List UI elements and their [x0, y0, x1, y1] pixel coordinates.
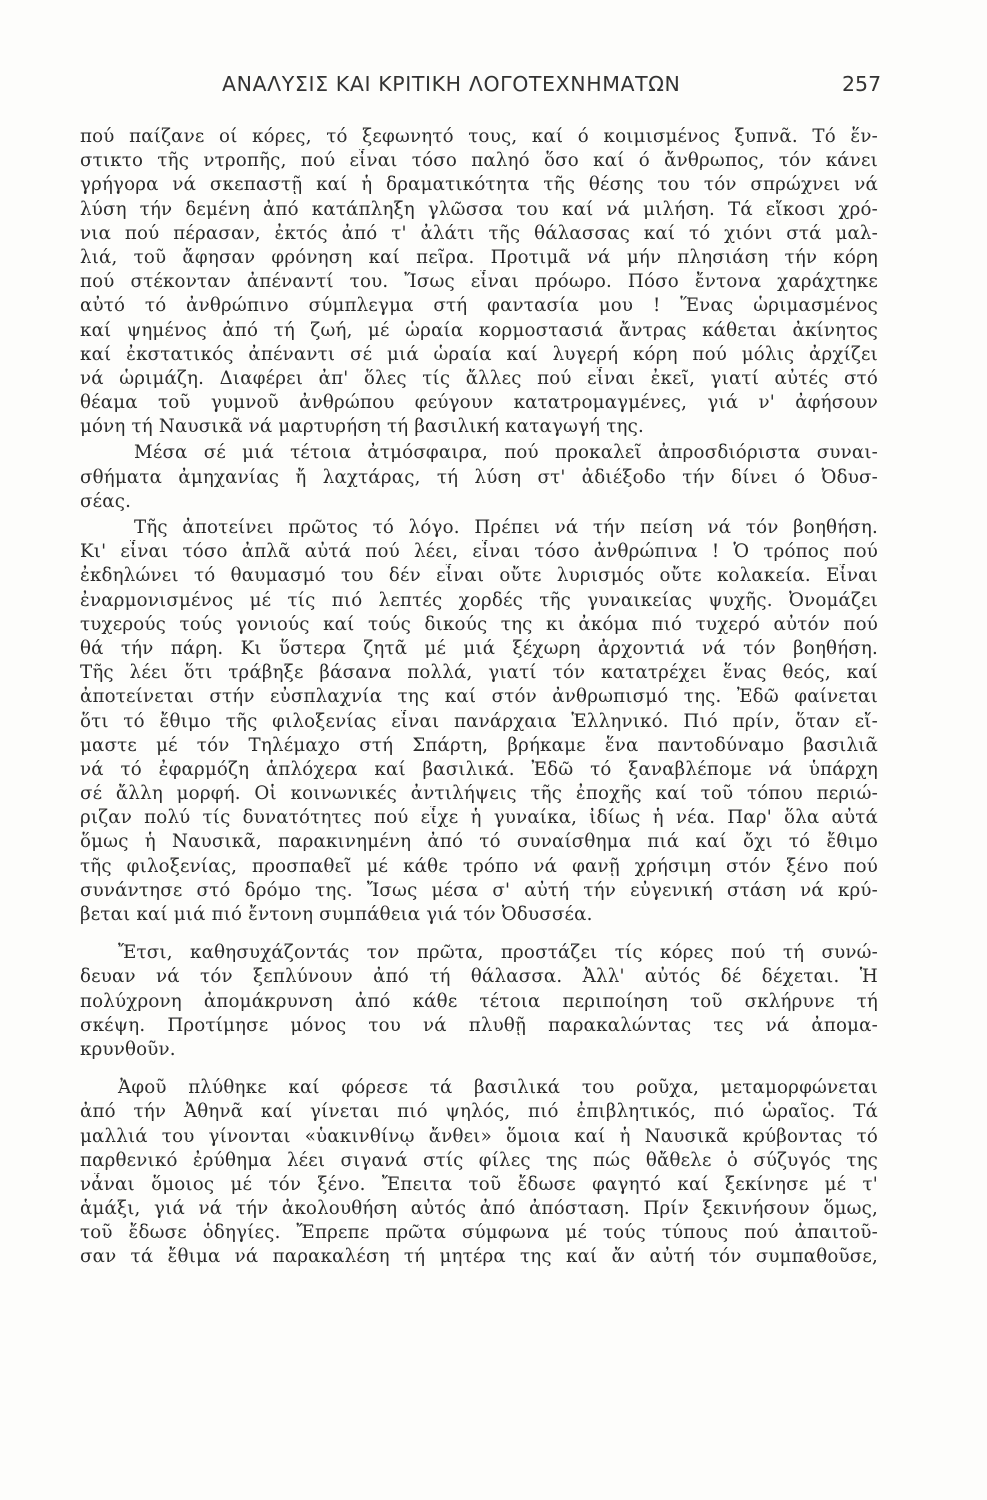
text-line: τῆς φιλοξενίας, προσπαθεῖ μέ κάθε τρόπο νά φανῇ χρήσιμη στόν ξένο πού — [80, 855, 878, 877]
text-line: αὐτό τό ἀνθρώπινο σύμπλεγμα στή φαντασία μου ! Ἕνας ὡριμασμένος — [80, 295, 878, 317]
body-text — [80, 125, 878, 1270]
text-line: πού στέκονταν ἀπέναντί του. Ἴσως εἶναι πρόωρο. Πόσο ἔντονα χαράχτηκε — [80, 271, 878, 293]
text-line: μαλλιά του γίνονται «ὑακινθίνῳ ἄνθει» ὅμοια καί ἡ Ναυσικᾶ κρύβοντας τό — [80, 1125, 878, 1147]
paragraph — [80, 125, 878, 439]
paragraph — [80, 1076, 878, 1270]
text-line: λιά, τοῦ ἄφησαν φρόνηση καί πεῖρα. Προτιμᾶ νά μήν πλησιάση τήν κόρη — [80, 246, 878, 268]
text-line: ριζαν πολύ τίς δυνατότητες πού εἶχε ἡ γυναίκα, ἰδίως ἡ νέα. Παρ' ὅλα αὐτά — [80, 807, 878, 829]
text-line: ὅμως ἡ Ναυσικᾶ, παρακινημένη ἀπό τό συναίσθημα πιά καί ὄχι τό ἔθιμο — [80, 831, 878, 853]
text-line: σέας. — [80, 490, 132, 512]
running-title: ΑΝΑΛΥΣΙΣ ΚΑΙ ΚΡΙΤΙΚΗ ΛΟΓΟΤΕΧΝΗΜΑΤΩΝ — [222, 72, 681, 96]
page-header — [0, 72, 987, 102]
page-number: 257 — [842, 72, 882, 96]
text-line: τοῦ ἔδωσε ὁδηγίες. Ἔπρεπε πρῶτα σύμφωνα μέ τούς τύπους πού ἀπαιτοῦ- — [80, 1222, 878, 1244]
text-line: θέαμα τοῦ γυμνοῦ ἀνθρώπου φεύγουν κατατρομαγμένες, γιά ν' ἀφήσουν — [80, 392, 878, 414]
text-line: νια πού πέρασαν, ἐκτός ἀπό τ' ἀλάτι τῆς θάλασσας καί τό χιόνι στά μαλ- — [80, 222, 878, 244]
text-line: καί ψημένος ἀπό τή ζωή, μέ ὡραία κορμοστασιά ἄντρας κάθεται ἀκίνητος — [80, 319, 878, 341]
text-line: Ἔτσι, καθησυχάζοντάς τον πρῶτα, προστάζει τίς κόρες πού τή συνώ- — [118, 942, 878, 964]
text-line: καί ἐκστατικός ἀπέναντι σέ μιά ὡραία καί λυγερή κόρη πού μόλις ἀρχίζει — [80, 343, 878, 365]
text-line: Ἀφοῦ πλύθηκε καί φόρεσε τά βασιλικά του ροῦχα, μεταμορφώνεται — [118, 1077, 878, 1099]
text-line: κρυνθοῦν. — [80, 1038, 176, 1060]
text-line: νά ὡριμάζη. Διαφέρει ἀπ' ὅλες τίς ἄλλες πού εἶναι ἐκεῖ, γιατί αὐτές στό — [80, 367, 878, 389]
text-line: μόνη τή Ναυσικᾶ νά μαρτυρήση τή βασιλική καταγωγή της. — [80, 416, 644, 438]
text-line: πού παίζανε οί κόρες, τό ξεφωνητό τους, καί ό κοιμισμένος ξυπνᾶ. Τό ἕν- — [80, 126, 878, 147]
paragraph — [80, 941, 878, 1062]
text-line: ἀπό τήν Ἀθηνᾶ καί γίνεται πιό ψηλός, πιό ἐπιβλητικός, πιό ὡραῖος. Τά — [80, 1101, 878, 1123]
text-line: Κι' εἶναι τόσο ἀπλᾶ αὐτά πού λέει, εἶναι τόσο ἀνθρώπινα ! Ὁ τρόπος πού — [80, 541, 878, 563]
text-line: παρθενικό ἐρύθημα λέει σιγανά στίς φίλες της πώς θἄθελε ὁ σύζυγός της — [80, 1149, 878, 1171]
text-line: νἆναι ὅμοιος μέ τόν ξένο. Ἔπειτα τοῦ ἔδωσε φαγητό καί ξεκίνησε μέ τ' — [80, 1173, 878, 1195]
text-line: σθήματα ἀμηχανίας ἤ λαχτάρας, τή λύση στ' ἀδιέξοδο τήν δίνει ό Ὀδυσ- — [80, 466, 878, 488]
text-line: σαν τά ἔθιμα νά παρακαλέση τή μητέρα της καί ἄν αὐτή τόν συμπαθοῦσε, — [80, 1246, 878, 1268]
text-line: νά τό ἐφαρμόζη ἁπλόχερα καί βασιλικά. Ἐδῶ τό ξαναβλέπομε νά ὑπάρχη — [80, 758, 878, 780]
text-line: σέ ἄλλη μορφή. Οἱ κοινωνικές ἀντιλήψεις τῆς ἐποχῆς καί τοῦ τόπου περιώ- — [80, 783, 878, 805]
text-line: πολύχρονη ἀπομάκρυνση ἀπό κάθε τέτοια περιποίηση τοῦ σκλήρυνε τή — [80, 990, 878, 1012]
paragraph — [80, 441, 878, 514]
text-line: δευαν νά τόν ξεπλύνουν ἀπό τή θάλασσα. Ἀλλ' αὐτός δέ δέχεται. Ἡ — [80, 966, 878, 988]
text-line: γρήγορα νά σκεπαστῇ καί ἡ δραματικότητα τῆς θέσης του τόν σπρώχνει νά — [80, 174, 878, 196]
text-line: βεται καί μιά πιό ἔντονη συμπάθεια γιά τόν Ὀδυσσέα. — [80, 904, 593, 925]
text-line: θά τήν πάρη. Κι ὕστερα ζητᾶ μέ μιά ξέχωρη ἀρχοντιά νά τόν βοηθήση. — [80, 637, 878, 659]
text-line: τυχερούς τούς γονιούς καί τούς δικούς της κι ἀκόμα πιό τυχερό αὐτόν πού — [80, 613, 878, 635]
text-line: ὅτι τό ἔθιμο τῆς φιλοξενίας εἶναι πανάρχαια Ἑλληνικό. Πιό πρίν, ὅταν εἴ- — [80, 710, 878, 732]
text-line: συνάντησε στό δρόμο της. Ἴσως μέσα σ' αὐτή τήν εὐγενική στάση νά κρύ- — [80, 879, 878, 901]
text-line: ἁμάξι, γιά νά τήν ἀκολουθήση αὐτός ἀπό ἀπόσταση. Πρίν ξεκινήσουν ὅμως, — [80, 1198, 878, 1220]
text-line: Τῆς λέει ὅτι τράβηξε βάσανα πολλά, γιατί τόν κατατρέχει ἕνας θεός, καί — [80, 662, 878, 684]
text-line: λύση τήν δεμένη ἀπό κατάπληξη γλῶσσα του καί νά μιλήση. Τά εἴκοσι χρό- — [80, 198, 878, 220]
text-line: σκέψη. Προτίμησε μόνος του νά πλυθῇ παρακαλώντας τες νά ἀπομα- — [80, 1014, 878, 1036]
paragraph — [80, 516, 878, 927]
text-line: στικτο τῆς ντροπῆς, πού εἶναι τόσο παληό ὅσο καί ό ἄνθρωπος, τόν κάνει — [80, 150, 878, 172]
text-line: Μέσα σέ μιά τέτοια ἀτμόσφαιρα, πού προκαλεῖ ἀπροσδιόριστα συναι- — [134, 442, 878, 464]
text-line: ἀποτείνεται στήν εὐσπλαχνία της καί στόν ἀνθρωπισμό της. Ἐδῶ φαίνεται — [80, 686, 878, 708]
text-line: μαστε μέ τόν Τηλέμαχο στή Σπάρτη, βρήκαμε ἕνα παντοδύναμο βασιλιᾶ — [80, 734, 878, 756]
text-line: ἐκδηλώνει τό θαυμασμό του δέν εἶναι οὔτε λυρισμός οὔτε κολακεία. Εἶναι — [80, 565, 878, 587]
text-line: Τῆς ἀποτείνει πρῶτος τό λόγο. Πρέπει νά τήν πείση νά τόν βοηθήση. — [134, 517, 878, 538]
text-line: ἐναρμονισμένος μέ τίς πιό λεπτές χορδές τῆς γυναικείας ψυχῆς. Ὀνομάζει — [80, 589, 878, 611]
